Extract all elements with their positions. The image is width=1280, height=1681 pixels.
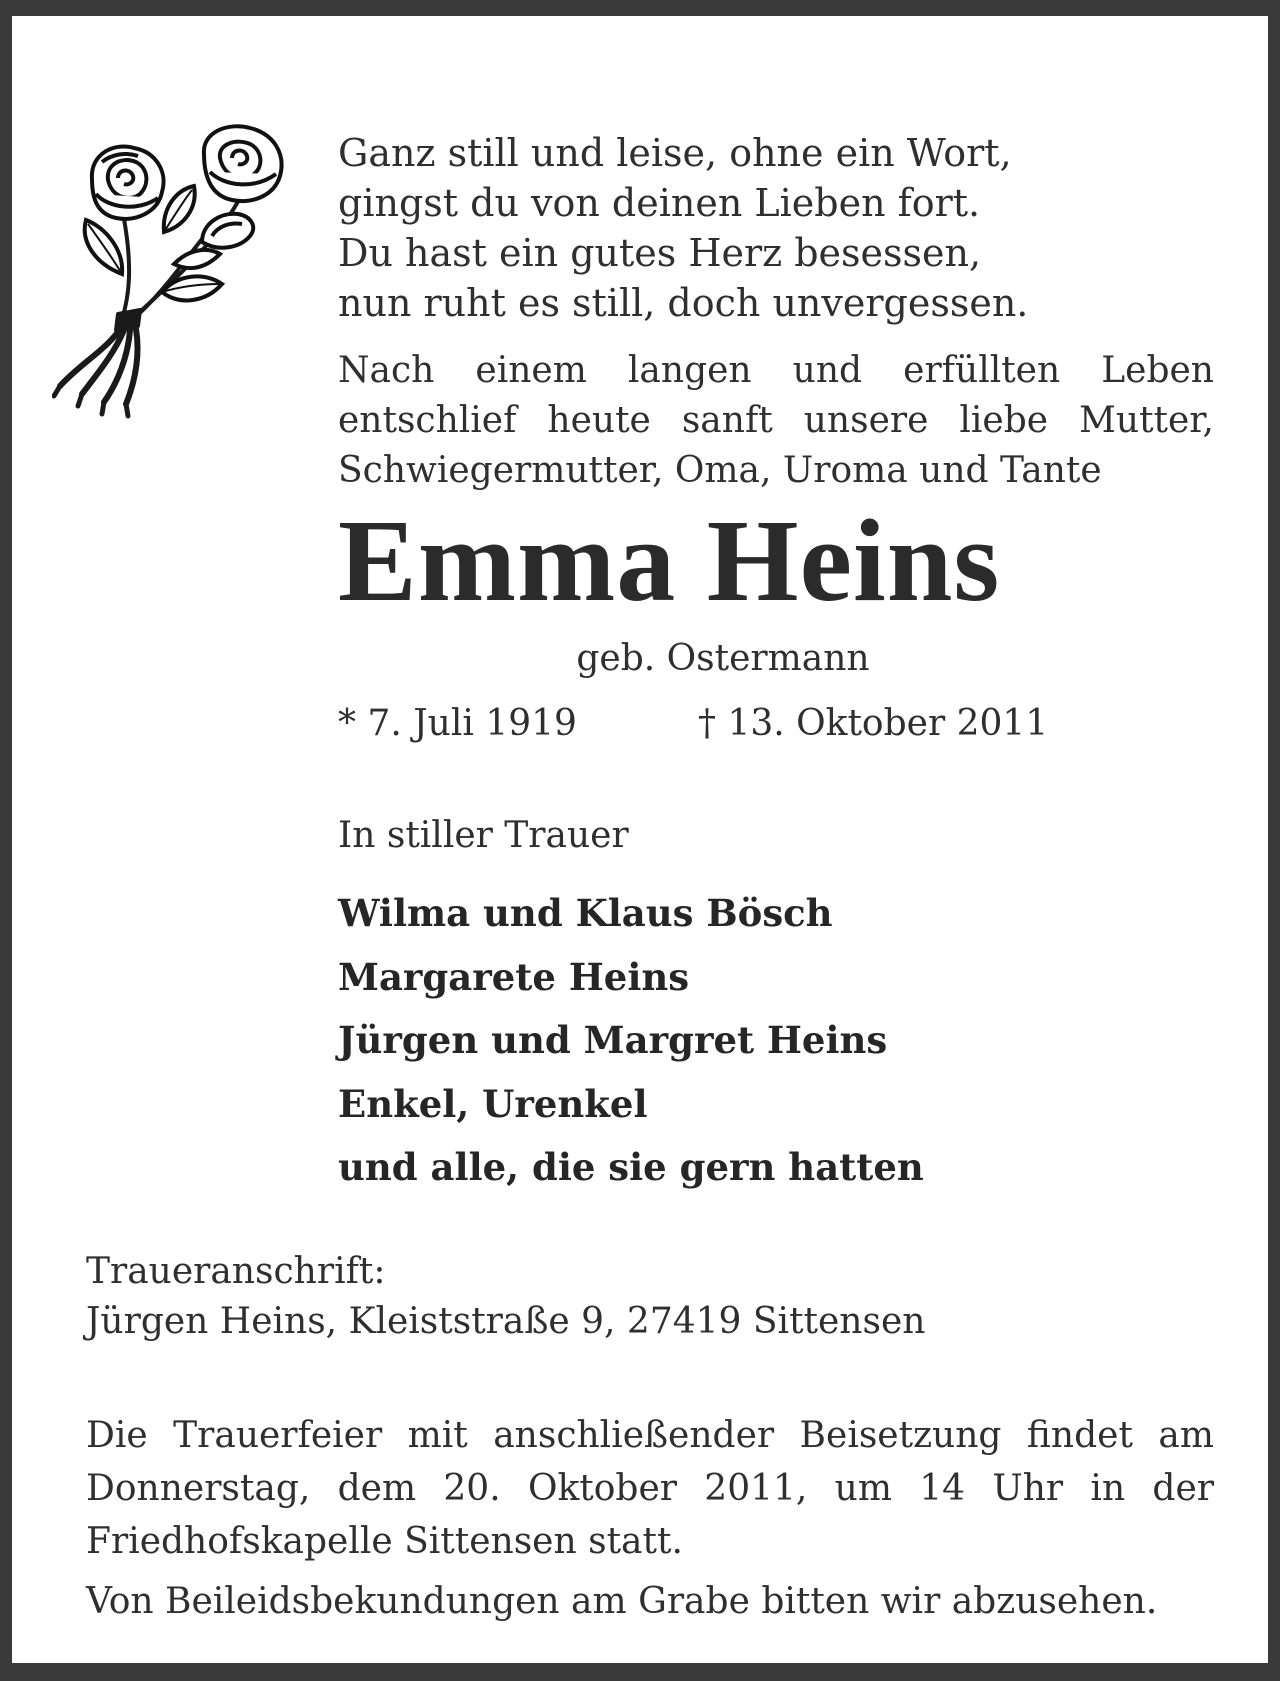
intro-line: Nach einem langen und erfüllten Leben: [338, 350, 1214, 391]
funeral-info: [86, 1409, 1214, 1568]
intro-line: entschlief heute sanft unsere liebe Mutter,: [338, 400, 1214, 441]
verse-line: gingst du von deinen Lieben fort.: [338, 181, 981, 225]
address-value: Jürgen Heins, Kleiststraße 9, 27419 Sittensen: [86, 1301, 926, 1342]
mourning-label: In stiller Trauer: [338, 815, 629, 856]
mourners-list: [338, 882, 924, 1200]
verse-line: nun ruht es still, doch unvergessen.: [338, 281, 1029, 325]
maiden-name: geb. Ostermann: [576, 638, 870, 679]
condolence-note: Von Beileidsbekundungen am Grabe bitten wir abzusehen.: [86, 1581, 1158, 1622]
death-date: † 13. Oktober 2011: [698, 703, 1049, 744]
verse-line: Ganz still und leise, ohne ein Wort,: [338, 131, 1012, 175]
funeral-line: Friedhofskapelle Sittensen statt.: [86, 1521, 683, 1562]
intro-text: [338, 346, 1214, 496]
mourner-item: und alle, die sie gern hatten: [338, 1145, 924, 1189]
birth-date: * 7. Juli 1919: [338, 703, 577, 744]
roses-icon: [52, 124, 302, 434]
verse: [338, 128, 1218, 328]
mourner-item: Wilma und Klaus Bösch: [338, 891, 833, 935]
mourner-item: Margarete Heins: [338, 954, 690, 999]
intro-line: Schwiegermutter, Oma, Uroma und Tante: [338, 450, 1102, 491]
address-label: Traueranschrift:: [86, 1251, 386, 1292]
funeral-line: Die Trauerfeier mit anschließender Beisetzung findet am: [86, 1415, 1214, 1456]
funeral-line: Donnerstag, dem 20. Oktober 2011, um 14 Uhr in der: [86, 1468, 1214, 1509]
mourner-item: Enkel, Urenkel: [338, 1081, 648, 1126]
deceased-name: Emma Heins: [338, 495, 1001, 626]
verse-line: Du hast ein gutes Herz besessen,: [338, 231, 982, 275]
mourner-item: Jürgen und Margret Heins: [338, 1018, 888, 1062]
